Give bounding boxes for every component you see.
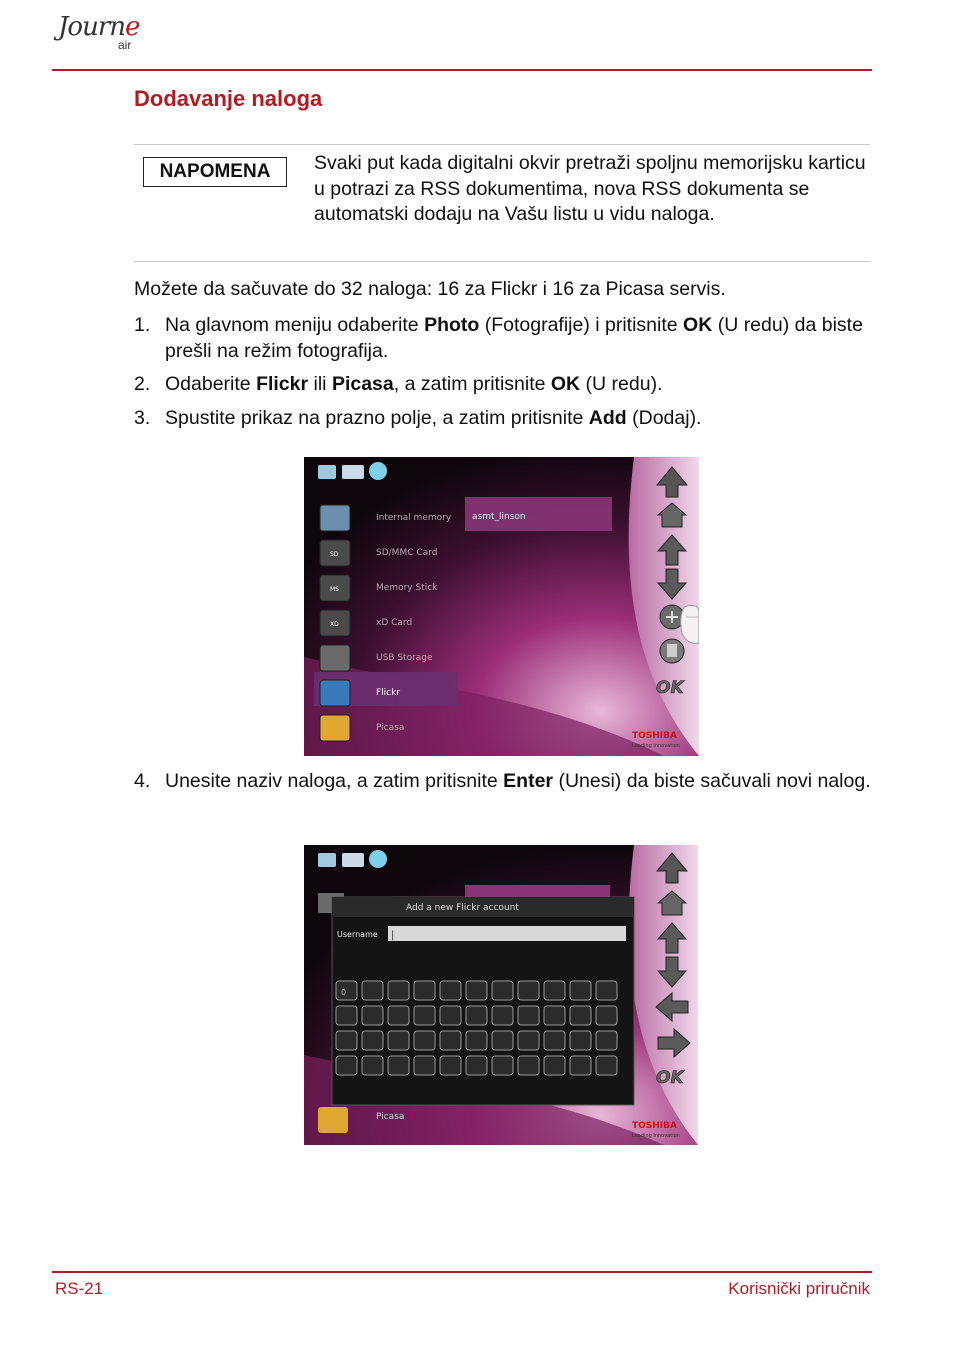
step-number: 1. <box>134 314 151 336</box>
keyboard-key[interactable] <box>440 1006 461 1025</box>
globe-icon <box>369 462 387 480</box>
keyboard-key[interactable] <box>596 1006 617 1025</box>
bold-term: Photo <box>424 314 480 336</box>
card-badge: SD <box>330 551 339 558</box>
keyboard-key[interactable] <box>518 981 539 1000</box>
picasa-icon <box>320 715 350 741</box>
menu-icons <box>320 505 350 741</box>
step-text-run: (U redu). <box>580 373 663 395</box>
step-text-run: Na glavnom meniju odaberite <box>165 314 425 336</box>
keyboard-key[interactable] <box>596 981 617 1000</box>
step-text-run: , a zatim pritisnite <box>393 373 551 395</box>
card-badge: XD <box>330 621 339 628</box>
step-text <box>165 406 875 432</box>
picasa-icon <box>318 1107 348 1133</box>
step-text-run: (U redu) da biste prešli na režim fotografija. <box>165 314 863 362</box>
keyboard-key[interactable] <box>492 1006 513 1025</box>
photo-mode-icon <box>318 853 336 867</box>
keyboard-key[interactable] <box>544 1056 565 1075</box>
keyboard-key[interactable] <box>544 1031 565 1050</box>
toshiba-tagline: Leading Innovation <box>632 1133 680 1139</box>
step-text-run: Odaberite <box>165 373 257 395</box>
step-number: 2. <box>134 373 151 395</box>
ok-button[interactable]: OK <box>656 1068 684 1088</box>
keyboard-key[interactable] <box>414 1031 435 1050</box>
manual-title: Korisnički priručnik <box>728 1279 870 1298</box>
note-bottom-rule <box>134 261 870 262</box>
step-text-run: ili <box>308 373 332 395</box>
screenshot-storage-menu <box>304 457 699 756</box>
header-rule <box>52 69 872 71</box>
intro-paragraph: Možete da sačuvate do 32 naloga: 16 za Flickr i 16 za Picasa servis. <box>134 278 726 300</box>
keyboard-key[interactable] <box>336 1031 357 1050</box>
usb-icon <box>320 645 350 671</box>
menu-item-label[interactable]: USB Storage <box>376 653 433 663</box>
keyboard-key[interactable] <box>336 1006 357 1025</box>
note-badge: NAPOMENA <box>143 157 287 187</box>
keyboard-key[interactable] <box>362 1006 383 1025</box>
dialog-title: Add a new Flickr account <box>406 903 519 913</box>
keyboard-key[interactable] <box>570 1006 591 1025</box>
keyboard-key[interactable] <box>362 981 383 1000</box>
toshiba-tagline: Leading Innovation <box>632 743 680 749</box>
keyboard-key[interactable] <box>362 1031 383 1050</box>
keyboard-key[interactable] <box>466 1056 487 1075</box>
keyboard-key[interactable] <box>596 1031 617 1050</box>
keyboard-key[interactable] <box>388 981 409 1000</box>
note-top-rule <box>134 144 870 145</box>
username-label: Username <box>337 930 378 939</box>
screenshot-add-account <box>304 845 698 1145</box>
keyboard-key[interactable] <box>518 1056 539 1075</box>
toshiba-brand: TOSHIBA <box>632 731 677 741</box>
step-text <box>165 313 875 364</box>
trash-glyph <box>667 644 677 657</box>
keyboard-key[interactable] <box>466 981 487 1000</box>
keyboard-key[interactable] <box>414 1006 435 1025</box>
step-text <box>165 372 875 398</box>
keyboard-key[interactable] <box>414 1056 435 1075</box>
keyboard-key[interactable] <box>440 981 461 1000</box>
picasa-label: Picasa <box>376 1112 405 1122</box>
bold-term: Enter <box>503 770 554 792</box>
keyboard-key[interactable] <box>544 1006 565 1025</box>
keyboard-key[interactable] <box>492 1056 513 1075</box>
section-title: Dodavanje naloga <box>134 86 323 111</box>
logo-script: Journe <box>58 12 140 42</box>
page-number: RS-21 <box>55 1279 104 1298</box>
flickr-icon <box>320 680 350 706</box>
signal-icon <box>342 465 364 479</box>
bold-term: OK <box>550 373 581 395</box>
journe-air-logo <box>52 12 142 64</box>
keyboard-key[interactable] <box>414 981 435 1000</box>
step-text-run: (Unesi) da biste sačuvali novi nalog. <box>553 770 871 792</box>
storage-menu-graphic <box>304 457 699 756</box>
toshiba-brand: TOSHIBA <box>632 1121 677 1131</box>
menu-item-label[interactable]: Picasa <box>376 723 405 733</box>
step-number: 3. <box>134 407 151 429</box>
note-text: Svaki put kada digitalni okvir pretraži spoljnu memorijsku karticu u potrazi za RSS dokumentima, nova RSS dokumenta se automatski dodaju na Vašu listu u vidu naloga. <box>314 152 866 225</box>
keyboard-key[interactable] <box>518 1006 539 1025</box>
keyboard-key[interactable] <box>570 1031 591 1050</box>
ok-button[interactable]: OK <box>656 678 684 698</box>
keyboard-key[interactable] <box>596 1056 617 1075</box>
keyboard-key[interactable] <box>362 1056 383 1075</box>
keyboard-key[interactable] <box>466 1006 487 1025</box>
chip-icon <box>320 505 350 531</box>
keyboard-key[interactable] <box>570 981 591 1000</box>
keyboard-key[interactable] <box>492 981 513 1000</box>
account-name[interactable]: asmt_linson <box>472 512 526 522</box>
signal-icon <box>342 853 364 867</box>
menu-item-label[interactable]: Memory Stick <box>376 583 438 593</box>
step-number: 4. <box>134 770 151 792</box>
keyboard-key[interactable] <box>466 1031 487 1050</box>
first-key-label: 0 <box>341 988 347 997</box>
globe-icon <box>369 850 387 868</box>
keyboard-key[interactable] <box>518 1031 539 1050</box>
keyboard-key[interactable] <box>336 1056 357 1075</box>
keyboard-key[interactable] <box>492 1031 513 1050</box>
add-account-graphic <box>304 845 698 1145</box>
keyboard-key[interactable] <box>388 1006 409 1025</box>
step-text-run: (Dodaj). <box>626 407 702 429</box>
step-text <box>165 769 875 795</box>
menu-item-label[interactable]: xD Card <box>376 618 413 628</box>
menu-item-label[interactable]: Flickr <box>376 688 401 698</box>
bold-term: Add <box>588 407 627 429</box>
menu-item-label[interactable]: SD/MMC Card <box>376 548 438 558</box>
keyboard-key[interactable] <box>336 981 357 1000</box>
keyboard-key[interactable] <box>388 1031 409 1050</box>
menu-item-label[interactable]: Internal memory <box>376 513 452 523</box>
keyboard-key[interactable] <box>570 1056 591 1075</box>
logo-air: air <box>118 38 132 52</box>
bold-term: Flickr <box>256 373 309 395</box>
keyboard-key[interactable] <box>388 1056 409 1075</box>
footer-rule <box>52 1271 872 1273</box>
bold-term: OK <box>683 314 713 336</box>
bold-term: Picasa <box>331 373 394 395</box>
step-text-run: Unesite naziv naloga, a zatim pritisnite <box>165 770 504 792</box>
username-input[interactable] <box>388 926 626 941</box>
keyboard-key[interactable] <box>440 1056 461 1075</box>
username-value: | <box>391 930 395 941</box>
card-badge: MS <box>330 586 339 593</box>
keyboard-key[interactable] <box>544 981 565 1000</box>
step-text-run: (Fotografije) i pritisnite <box>479 314 684 336</box>
keyboard-key[interactable] <box>440 1031 461 1050</box>
step-text-run: Spustite prikaz na prazno polje, a zatim pritisnite <box>165 407 589 429</box>
photo-mode-icon <box>318 465 336 479</box>
